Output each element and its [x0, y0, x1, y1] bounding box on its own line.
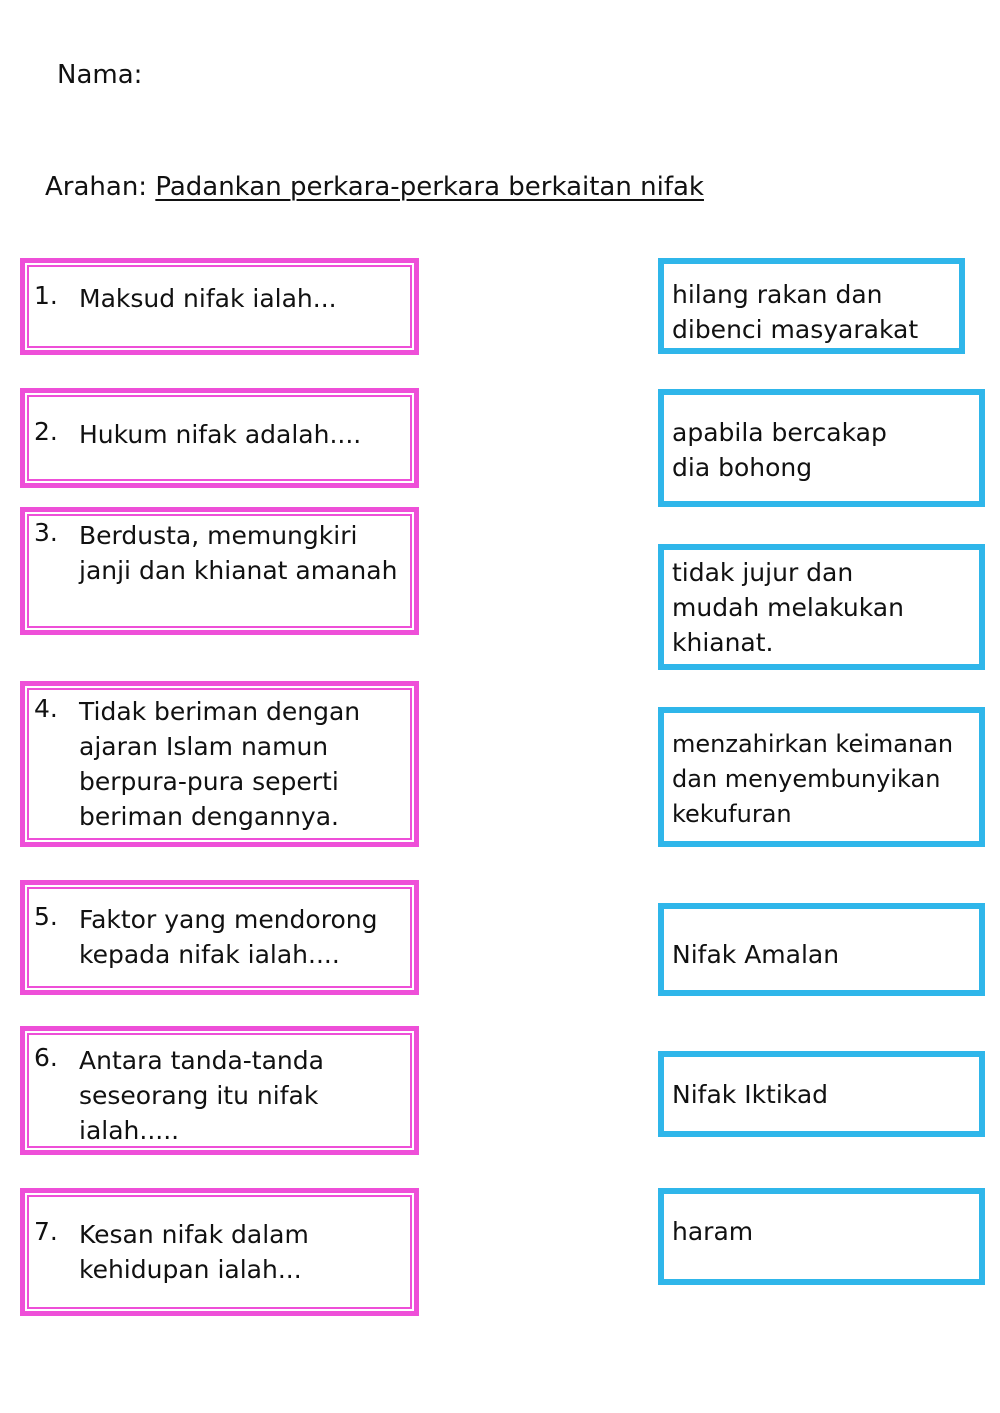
- question-number: 6.: [34, 1043, 58, 1072]
- answer-box-6[interactable]: [658, 1051, 985, 1137]
- answer-line: dibenci masyarakat: [672, 315, 919, 344]
- question-box-6[interactable]: [20, 1026, 419, 1155]
- question-number: 5.: [34, 902, 58, 931]
- question-text: Hukum nifak adalah....: [79, 420, 362, 449]
- question-text: Kesan nifak dalam kehidupan ialah...: [79, 1220, 309, 1284]
- answer-line: haram: [672, 1217, 754, 1246]
- answer-box-3[interactable]: [658, 544, 985, 670]
- answer-line: khianat.: [672, 628, 774, 657]
- question-number: 7.: [34, 1217, 58, 1246]
- answer-line: hilang rakan dan: [672, 280, 883, 309]
- question-text: Antara tanda-tanda seseorang itu nifak ialah.....: [79, 1046, 324, 1145]
- name-label: Nama:: [57, 60, 143, 90]
- answer-line: kekufuran: [672, 800, 792, 828]
- question-text: Tidak beriman dengan ajaran Islam namun berpura-pura seperti beriman dengannya.: [79, 697, 361, 831]
- answer-box-1[interactable]: [658, 258, 965, 354]
- answer-box-7[interactable]: [658, 1188, 985, 1285]
- answer-line: dan menyembunyikan: [672, 765, 941, 793]
- instruction: [45, 172, 704, 202]
- instruction-prefix: Arahan:: [45, 172, 148, 202]
- question-number: 3.: [34, 518, 58, 547]
- question-box-1[interactable]: [20, 258, 419, 355]
- question-box-5[interactable]: [20, 880, 419, 995]
- answer-box-5[interactable]: [658, 903, 985, 996]
- question-box-4[interactable]: [20, 681, 419, 847]
- question-box-2[interactable]: [20, 388, 419, 488]
- answer-line: mudah melakukan: [672, 593, 904, 622]
- question-text: Berdusta, memungkiri janji dan khianat amanah: [79, 521, 398, 585]
- question-number: 2.: [34, 417, 58, 446]
- answer-line: apabila bercakap: [672, 418, 887, 447]
- answer-line: dia bohong: [672, 453, 813, 482]
- answer-line: Nifak Iktikad: [672, 1080, 829, 1109]
- answer-line: tidak jujur dan: [672, 558, 854, 587]
- question-number: 4.: [34, 694, 58, 723]
- question-box-7[interactable]: [20, 1188, 419, 1316]
- instruction-text: Padankan perkara-perkara berkaitan nifak: [155, 172, 704, 202]
- question-number: 1.: [34, 281, 58, 310]
- answer-box-4[interactable]: [658, 707, 985, 847]
- answer-line: menzahirkan keimanan: [672, 730, 954, 758]
- answer-box-2[interactable]: [658, 389, 985, 507]
- question-text: Maksud nifak ialah...: [79, 284, 337, 313]
- answer-line: Nifak Amalan: [672, 940, 840, 969]
- question-text: Faktor yang mendorong kepada nifak ialah....: [79, 905, 378, 969]
- question-box-3[interactable]: [20, 507, 419, 635]
